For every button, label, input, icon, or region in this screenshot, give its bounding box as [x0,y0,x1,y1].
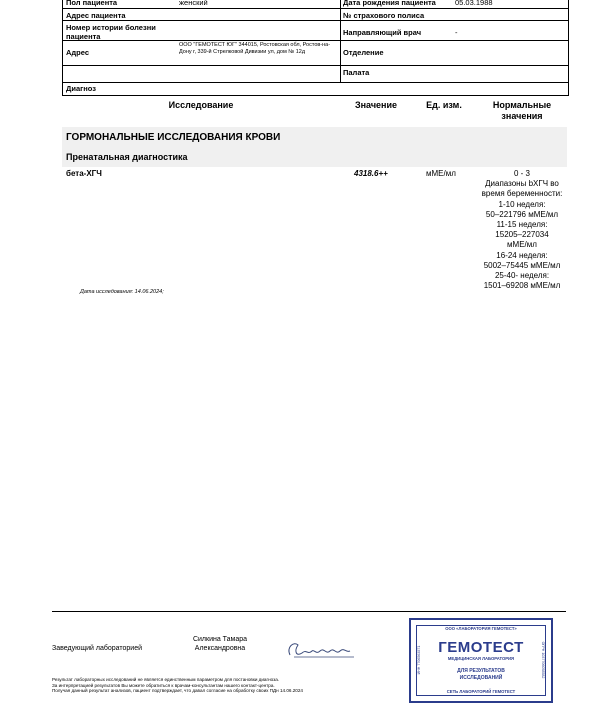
address-value: ООО "ГЕМОТЕСТ ЮГ" 344015, Ростовская обл, Ростов-на-Дону г, 339-й Стрелковой Дивизии ул, дом № 12д [179,42,331,55]
disclaimer-line: Получая данный результат анализов, пациент подтверждает, что давал согласие на обработку своих ПДн 14.06.2024 [52,688,303,694]
head-name [184,635,256,653]
laboratory-stamp [409,618,553,703]
result-value: 4318.6++ [354,169,388,178]
result-normal-values [474,169,570,291]
normal-line: 15205–227034 [495,230,549,240]
section-block [62,127,567,167]
doctor-label: Направляющий врач [343,28,422,37]
doctor-value: - [455,28,458,37]
head-name-line2: Александровна [194,645,246,652]
header-value: Значение [354,100,398,110]
normal-line: 50–221796 мМЕ/мл [485,209,559,219]
insurance-label: № страхового полиса [343,11,425,20]
normal-line: 1501–69208 мМЕ/мл [483,281,561,291]
disclaimer-line: Результат лабораторных исследований не является единственным параметром для постановки диагноза. [52,677,280,682]
normal-line: 16-24 неделя: [496,250,548,260]
sex-value: женский [179,0,208,7]
department-label: Отделение [343,48,384,57]
signature-image [284,637,360,663]
normal-line: 11-15 неделя: [496,220,548,230]
stamp-sub: МЕДИЦИНСКАЯ ЛАБОРАТОРИЯ [447,656,515,661]
stamp-middle2: ИССЛЕДОВАНИЙ [459,675,503,681]
header-study: Исследование [168,100,234,110]
header-normal: Нормальные значения [492,100,552,121]
normal-line: 0 - 3 [513,169,530,178]
normal-line: Диапазоны bХГЧ во [485,179,559,189]
section-subtitle: Пренатальная диагностика [66,152,188,162]
study-date: Дата исследования: 14.06.2024; [80,289,164,295]
normal-line: 25-40- неделя: [494,271,550,281]
patient-address-label: Адрес пациента [66,11,126,20]
stamp-brand: ГЕМОТЕСТ [438,639,524,656]
patient-info-table [62,0,569,83]
dob-value: 05.03.1988 [455,0,493,7]
section-title: ГОРМОНАЛЬНЫЕ ИССЛЕДОВАНИЯ КРОВИ [66,132,281,143]
result-name: бета-ХГЧ [66,169,102,178]
stamp-bottom-text: СЕТЬ ЛАБОРАТОРИЙ ГЕМОТЕСТ [446,689,516,694]
normal-line: время беременности: [481,189,563,199]
ward-label: Палата [343,68,370,77]
dob-label: Дата рождения пациента [343,0,436,7]
header-unit: Ед. изм. [426,100,462,110]
footer-divider [52,611,566,612]
stamp-left-text: ИНН 7706563571 [417,645,421,675]
normal-line: мМЕ/мл [507,240,537,250]
diagnosis-row [62,82,569,96]
head-label: Заведующий лабораторией [52,645,142,652]
sex-label: Пол пациента [66,0,118,7]
result-unit: мМЕ/мл [426,169,456,178]
head-name-line1: Силкина Тамара [192,636,248,643]
normal-line: 5002–75445 мМЕ/мл [483,260,561,270]
address-label: Адрес [66,48,90,57]
stamp-middle1: ДЛЯ РЕЗУЛЬТАТОВ [457,668,505,674]
history-label: Номер истории болезни пациента [66,23,156,41]
disclaimer-line: За интерпретацией результатов Вы можете обратиться к врачам-консультантам нашего контакт-центра. [52,682,275,688]
stamp-right-text: ОГРН 1037706058582 [541,641,545,679]
stamp-top-text: ООО «ЛАБОРАТОРИЯ ГЕМОТЕСТ» [445,626,517,631]
diagnosis-label: Диагноз [66,84,96,93]
normal-line: 1-10 неделя: [498,199,546,209]
disclaimer [52,677,392,694]
